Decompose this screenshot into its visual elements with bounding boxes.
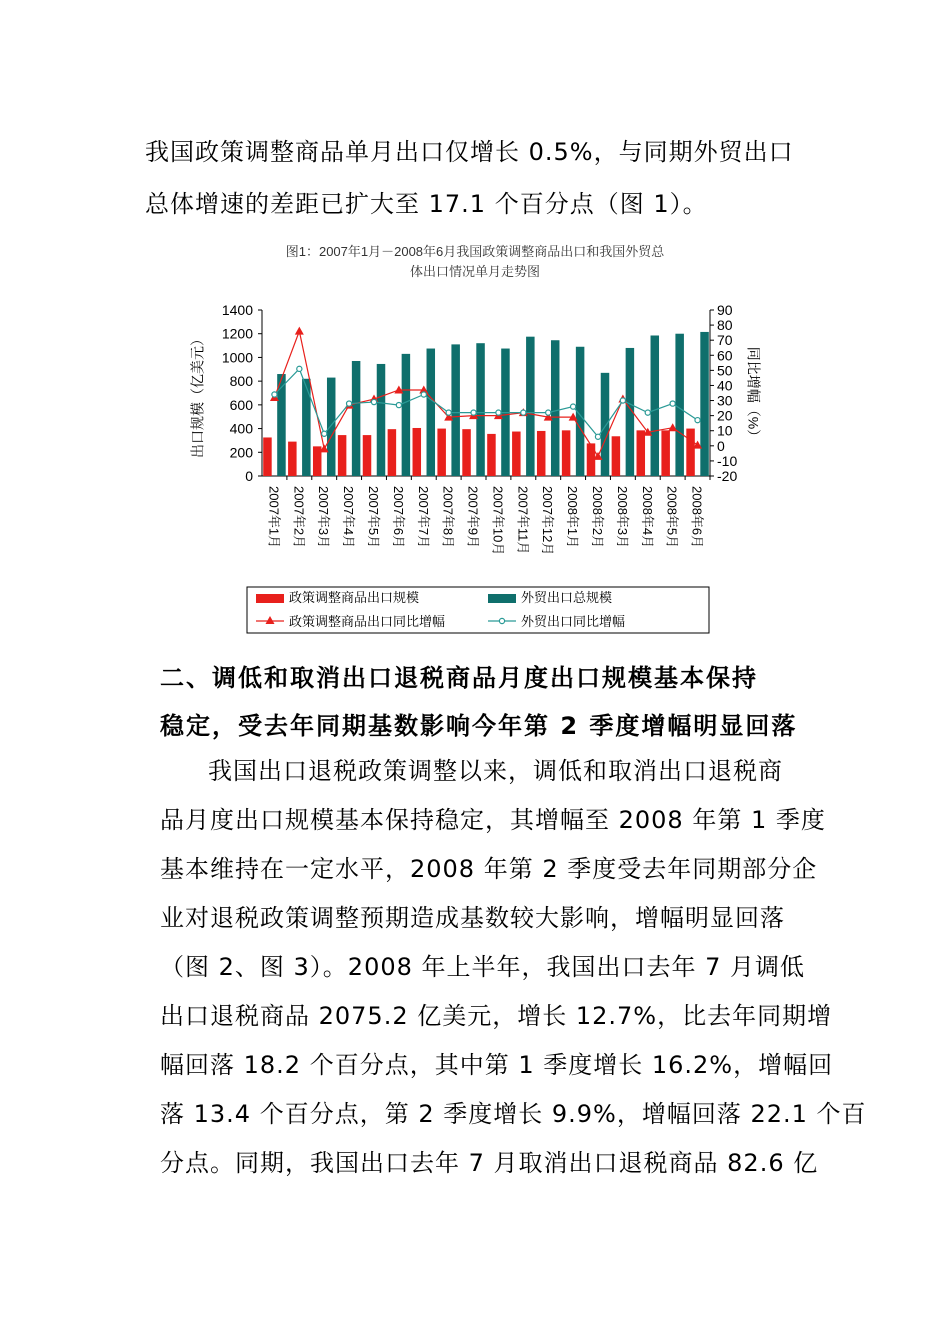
x-tick-label: 2007年3月 bbox=[316, 486, 332, 549]
y-tick-label-right: 90 bbox=[717, 302, 733, 318]
x-tick-label: 2007年6月 bbox=[390, 486, 406, 549]
point-total-growth bbox=[571, 404, 576, 409]
text-line: 品月度出口规模基本保持稳定，其增幅至 2008 年第 1 季度 bbox=[160, 806, 826, 834]
bar-total-export bbox=[675, 334, 684, 476]
x-tick-label: 2008年3月 bbox=[614, 486, 630, 549]
x-tick-label: 2008年1月 bbox=[565, 486, 581, 549]
bar-policy-goods bbox=[338, 435, 347, 476]
legend-label-policy-line: 政策调整商品出口同比增幅 bbox=[289, 614, 446, 629]
y-axis-label-right: 同比增幅（%） bbox=[745, 346, 762, 444]
bar-policy-goods bbox=[512, 432, 521, 476]
y-tick-label-right: 0 bbox=[717, 437, 725, 454]
point-total-growth bbox=[595, 434, 600, 439]
text-line: 业对退税政策调整预期造成基数较大影响，增幅明显回落 bbox=[160, 904, 785, 932]
point-total-growth bbox=[471, 410, 476, 415]
x-tick-label: 2007年7月 bbox=[415, 486, 431, 549]
bar-policy-goods bbox=[686, 429, 695, 476]
point-total-growth bbox=[620, 398, 625, 403]
y-tick-label-right: 50 bbox=[717, 362, 733, 379]
bar-total-export bbox=[451, 344, 460, 476]
x-tick-label: 2007年10月 bbox=[490, 486, 506, 556]
bar-total-export bbox=[277, 374, 286, 476]
legend-swatch-total-bar bbox=[488, 594, 516, 603]
y-tick-label-right: 80 bbox=[717, 317, 733, 334]
bar-policy-goods bbox=[562, 430, 571, 476]
bar-policy-goods bbox=[413, 428, 422, 476]
y-tick-label-left: 1000 bbox=[221, 349, 253, 366]
point-total-growth bbox=[421, 392, 426, 397]
x-tick-label: 2008年2月 bbox=[590, 486, 605, 549]
x-tick-label: 2007年5月 bbox=[366, 486, 381, 549]
heading-line: 稳定，受去年同期基数影响今年第 2 季度增幅明显回落 bbox=[160, 712, 798, 740]
y-tick-label-right: -10 bbox=[717, 452, 738, 469]
chart-title-line-2: 体出口情况单月走势图 bbox=[409, 264, 541, 279]
x-tick-label: 2007年11月 bbox=[515, 486, 531, 555]
x-tick-label: 2007年2月 bbox=[291, 486, 307, 549]
legend-label-total-bar: 外贸出口总规模 bbox=[521, 590, 613, 605]
x-tick-label: 2008年4月 bbox=[639, 486, 655, 549]
text-line: 我国政策调整商品单月出口仅增长 0.5%，与同期外贸出口 bbox=[145, 138, 794, 166]
y-tick-label-left: 0 bbox=[245, 468, 253, 484]
y-tick-label-right: 40 bbox=[717, 377, 733, 394]
point-total-growth bbox=[521, 410, 526, 415]
bar-policy-goods bbox=[462, 429, 471, 476]
bar-total-export bbox=[551, 340, 560, 476]
point-total-growth bbox=[670, 401, 675, 406]
point-total-growth bbox=[645, 410, 650, 415]
x-tick-label: 2007年1月 bbox=[266, 486, 282, 549]
point-total-growth bbox=[546, 410, 551, 415]
y-tick-label-right: -20 bbox=[717, 468, 738, 484]
bar-policy-goods bbox=[612, 436, 621, 476]
point-total-growth bbox=[496, 410, 501, 415]
bar-total-export bbox=[352, 361, 361, 476]
x-tick-label: 2007年12月 bbox=[540, 486, 556, 556]
bar-total-export bbox=[700, 332, 709, 476]
x-tick-label: 2007年9月 bbox=[465, 486, 481, 549]
bar-total-export bbox=[402, 354, 411, 476]
point-total-growth bbox=[396, 402, 401, 407]
legend-label-policy-bar: 政策调整商品出口规模 bbox=[289, 590, 420, 605]
bar-policy-goods bbox=[437, 429, 446, 476]
legend-label-total-line: 外贸出口同比增幅 bbox=[521, 614, 626, 629]
y-tick-label-left: 600 bbox=[229, 396, 253, 413]
x-tick-label: 2007年8月 bbox=[440, 486, 456, 549]
y-tick-label-right: 70 bbox=[717, 332, 733, 349]
y-tick-label-left: 800 bbox=[229, 373, 253, 390]
bar-total-export bbox=[476, 343, 485, 476]
point-policy-growth bbox=[295, 327, 304, 335]
point-total-growth bbox=[297, 366, 302, 371]
bar-total-export bbox=[427, 349, 436, 476]
legend-swatch-policy-bar bbox=[256, 594, 284, 603]
section-heading bbox=[160, 654, 810, 750]
bar-total-export bbox=[377, 364, 386, 476]
bar-policy-goods bbox=[288, 442, 297, 476]
bar-policy-goods bbox=[487, 434, 496, 476]
y-tick-label-right: 30 bbox=[717, 392, 733, 409]
y-tick-label-right: 20 bbox=[717, 407, 733, 424]
y-tick-label-left: 1200 bbox=[221, 325, 253, 342]
text-line: 总体增速的差距已扩大至 17.1 个百分点（图 1）。 bbox=[145, 190, 708, 218]
x-tick-label: 2008年6月 bbox=[689, 486, 705, 549]
text-line: 出口退税商品 2075.2 亿美元，增长 12.7%，比去年同期增 bbox=[160, 1002, 833, 1030]
text-line: 分点。同期，我国出口去年 7 月取消出口退税商品 82.6 亿 bbox=[160, 1149, 819, 1177]
bar-policy-goods bbox=[661, 430, 670, 476]
text-line: 基本维持在一定水平，2008 年第 2 季度受去年同期部分企 bbox=[160, 855, 818, 883]
bar-total-export bbox=[526, 337, 535, 476]
point-total-growth bbox=[272, 392, 277, 397]
y-tick-label-left: 400 bbox=[229, 420, 253, 437]
point-total-growth bbox=[347, 401, 352, 406]
y-tick-label-left: 200 bbox=[229, 444, 253, 461]
point-total-growth bbox=[322, 431, 327, 436]
point-total-growth bbox=[371, 399, 376, 404]
point-total-growth bbox=[446, 410, 451, 415]
bar-policy-goods bbox=[363, 435, 372, 476]
y-tick-label-right: 10 bbox=[717, 422, 733, 439]
y-tick-label-right: 60 bbox=[717, 347, 733, 364]
heading-line: 二、调低和取消出口退税商品月度出口规模基本保持 bbox=[160, 664, 758, 692]
text-line: 我国出口退税政策调整以来，调低和取消出口退税商 bbox=[208, 757, 783, 785]
y-axis-label-left: 出口规模（亿美元） bbox=[189, 332, 206, 458]
bar-total-export bbox=[327, 378, 336, 476]
legend-marker-circle bbox=[499, 618, 504, 623]
bar-policy-goods bbox=[313, 446, 322, 476]
bar-total-export bbox=[651, 335, 660, 476]
chart-title-line-1: 图1：2007年1月－2008年6月我国政策调整商品出口和我国外贸总 bbox=[285, 244, 665, 259]
text-line: （图 2、图 3）。2008 年上半年，我国出口去年 7 月调低 bbox=[160, 953, 806, 981]
bar-total-export bbox=[601, 373, 610, 476]
x-tick-label: 2008年5月 bbox=[664, 486, 680, 549]
y-tick-label-left: 1400 bbox=[221, 302, 253, 318]
point-total-growth bbox=[695, 418, 700, 423]
bar-policy-goods bbox=[263, 437, 272, 476]
paragraph-body bbox=[160, 747, 867, 1188]
x-tick-label: 2007年4月 bbox=[341, 486, 357, 549]
plot-area bbox=[222, 302, 738, 555]
bar-policy-goods bbox=[388, 429, 397, 476]
bar-policy-goods bbox=[537, 431, 546, 476]
text-line: 落 13.4 个百分点，第 2 季度增长 9.9%，增幅回落 22.1 个百 bbox=[160, 1100, 867, 1128]
bar-policy-goods bbox=[637, 430, 646, 476]
text-line: 幅回落 18.2 个百分点，其中第 1 季度增长 16.2%，增幅回 bbox=[160, 1051, 834, 1079]
